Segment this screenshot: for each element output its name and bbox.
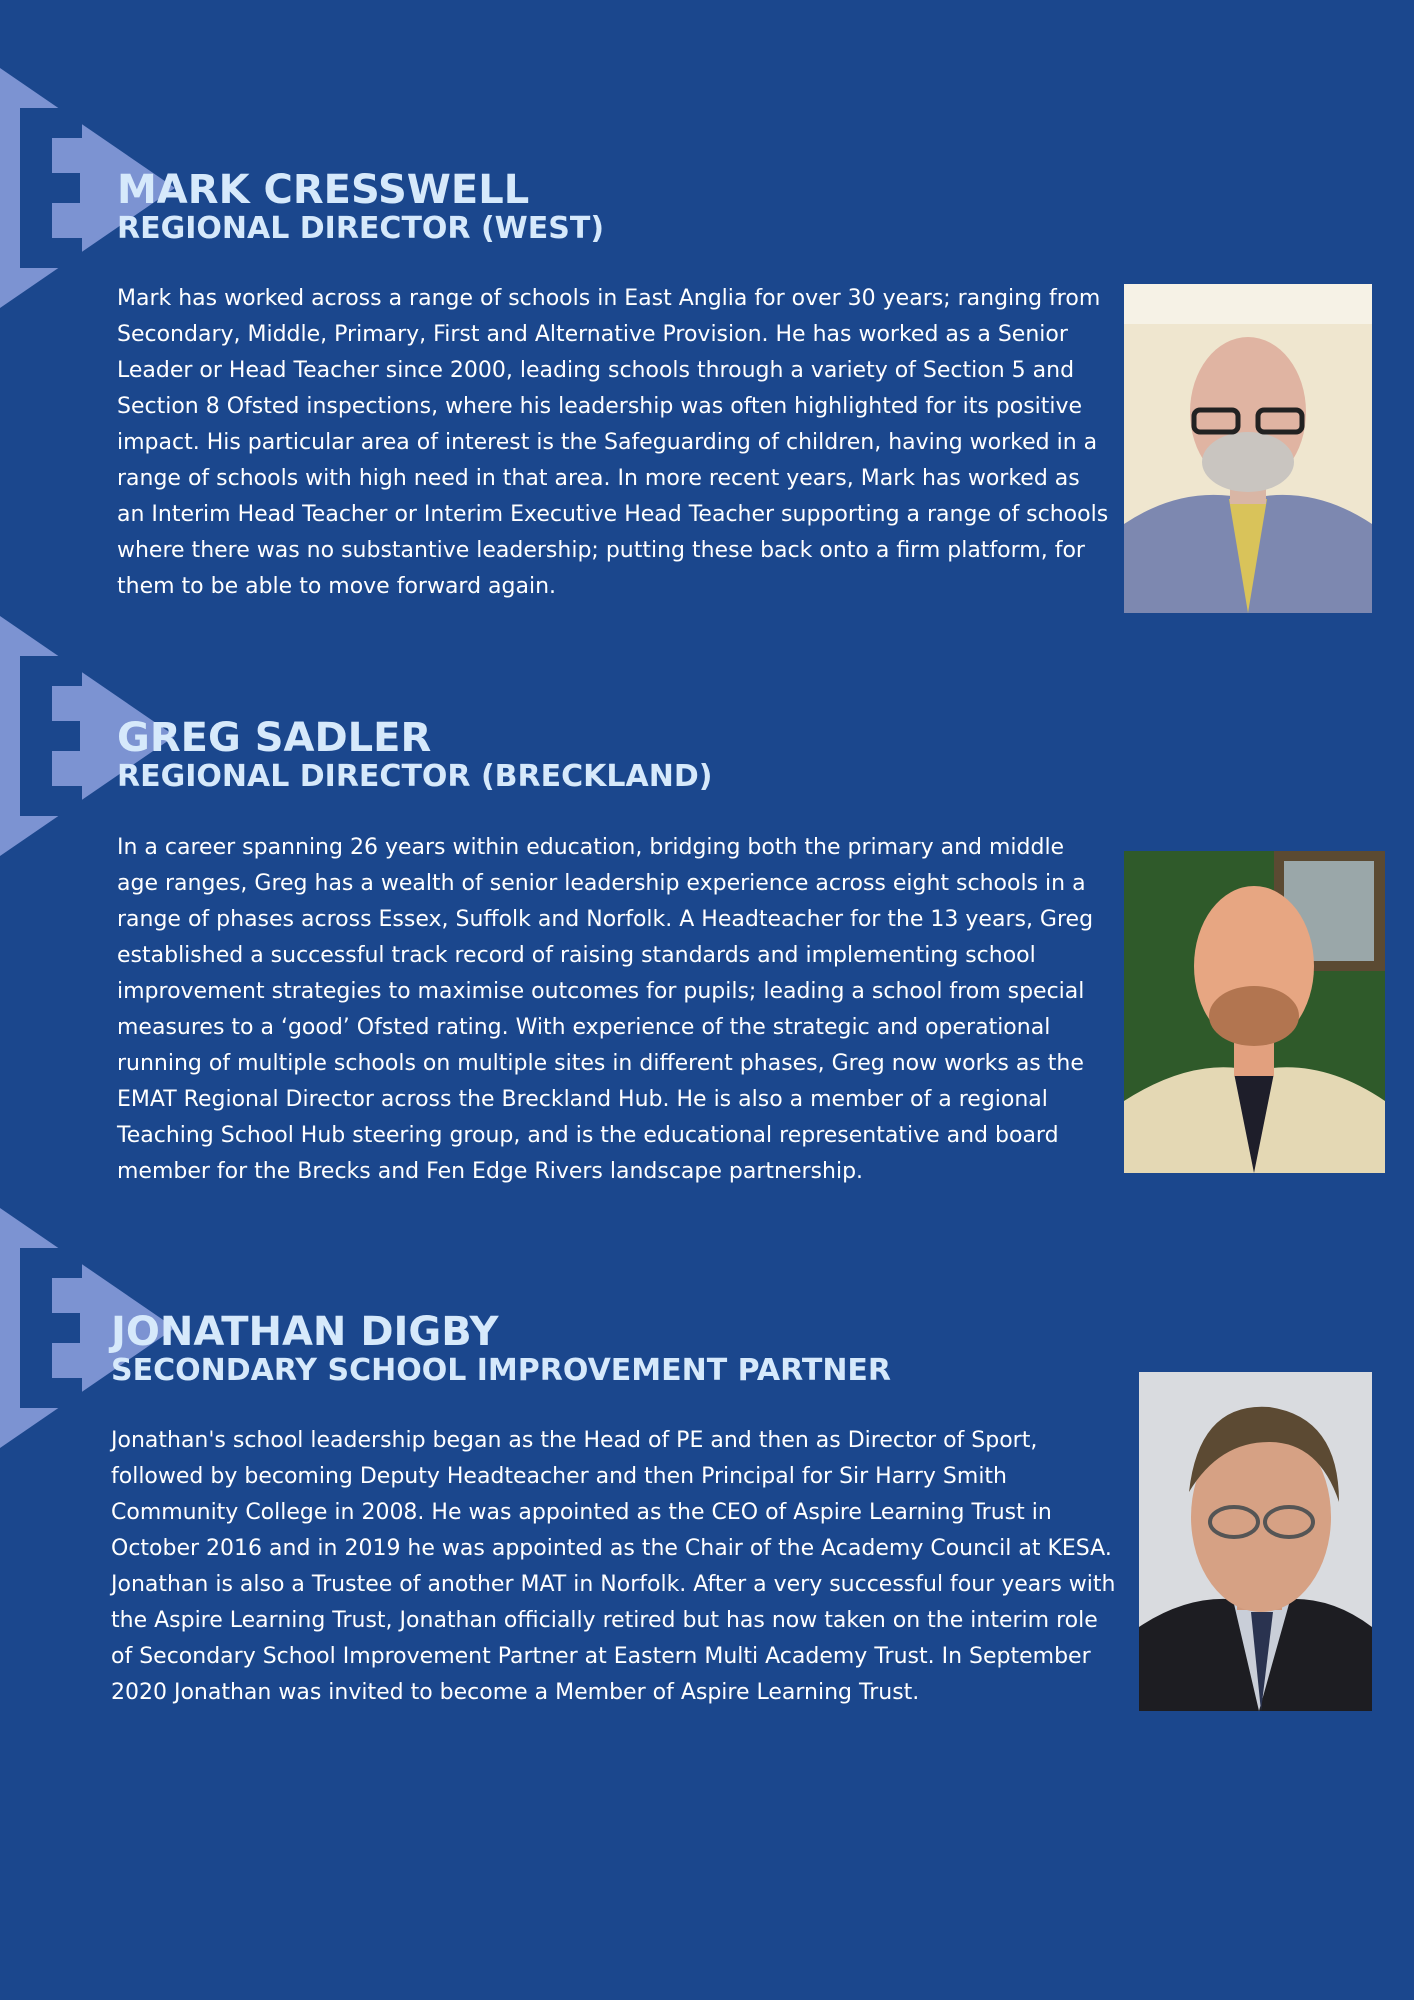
profile-photo <box>1124 284 1372 613</box>
profile-role: REGIONAL DIRECTOR (BRECKLAND) <box>117 759 713 794</box>
profile-header <box>111 1310 891 1388</box>
profile-header <box>117 716 712 794</box>
profile-photo <box>1139 1372 1372 1711</box>
profile-name: JONATHAN DIGBY <box>111 1309 499 1355</box>
profile-header <box>117 168 604 246</box>
profile-role: SECONDARY SCHOOL IMPROVEMENT PARTNER <box>111 1353 892 1388</box>
profile-bio: In a career spanning 26 years within education, bridging both the primary and middle age ranges, Greg has a wealth of senior leadership experience across eight schools in a range of phases across Essex, Suffolk and Norfolk. A Headteacher for the 13 years, Greg established a successful track record of raising standards and implementing school improvement strategies to maximise outcomes for pupils; leading a school from special measures to a ‘good’ Ofsted rating. With experience of the strategic and operational running of multiple schools on multiple sites in different phases, Greg now works as the EMAT Regional Director across the Breckland Hub. He is also a member of a regional Teaching School Hub steering group, and is the educational representative and board member for the Brecks and Fen Edge Rivers landscape partnership. <box>117 835 1094 1184</box>
profile-photo <box>1124 851 1385 1173</box>
profile-name: MARK CRESSWELL <box>117 167 530 213</box>
profile-bio: Jonathan's school leadership began as the Head of PE and then as Director of Sport, followed by becoming Deputy Headteacher and then Principal for Sir Harry Smith Community College in 2008. He was appointed as the CEO of Aspire Learning Trust in October 2016 and in 2019 he was appointed as the Chair of the Academy Council at KESA. Jonathan is also a Trustee of another MAT in Norfolk. After a very successful four years with the Aspire Learning Trust, Jonathan officially retired but has now taken on the interim role of Secondary School Improvement Partner at Eastern Multi Academy Trust. In September 2020 Jonathan was invited to become a Member of Aspire Learning Trust. <box>111 1428 1116 1705</box>
profile-role: REGIONAL DIRECTOR (WEST) <box>117 211 605 246</box>
profile-bio: Mark has worked across a range of schools in East Anglia for over 30 years; ranging from Secondary, Middle, Primary, First and Alternative Provision. He has worked as a Senior Leader or Head Teacher since 2000, leading schools through a variety of Section 5 and Section 8 Ofsted inspections, where his leadership was often highlighted for its positive impact. His particular area of interest is the Safeguarding of children, having worked in a range of schools with high need in that area. In more recent years, Mark has worked as an Interim Head Teacher or Interim Executive Head Teacher supporting a range of schools where there was no substantive leadership; putting these back onto a firm platform, for them to be able to move forward again. <box>117 286 1109 599</box>
profile-name: GREG SADLER <box>117 715 432 761</box>
